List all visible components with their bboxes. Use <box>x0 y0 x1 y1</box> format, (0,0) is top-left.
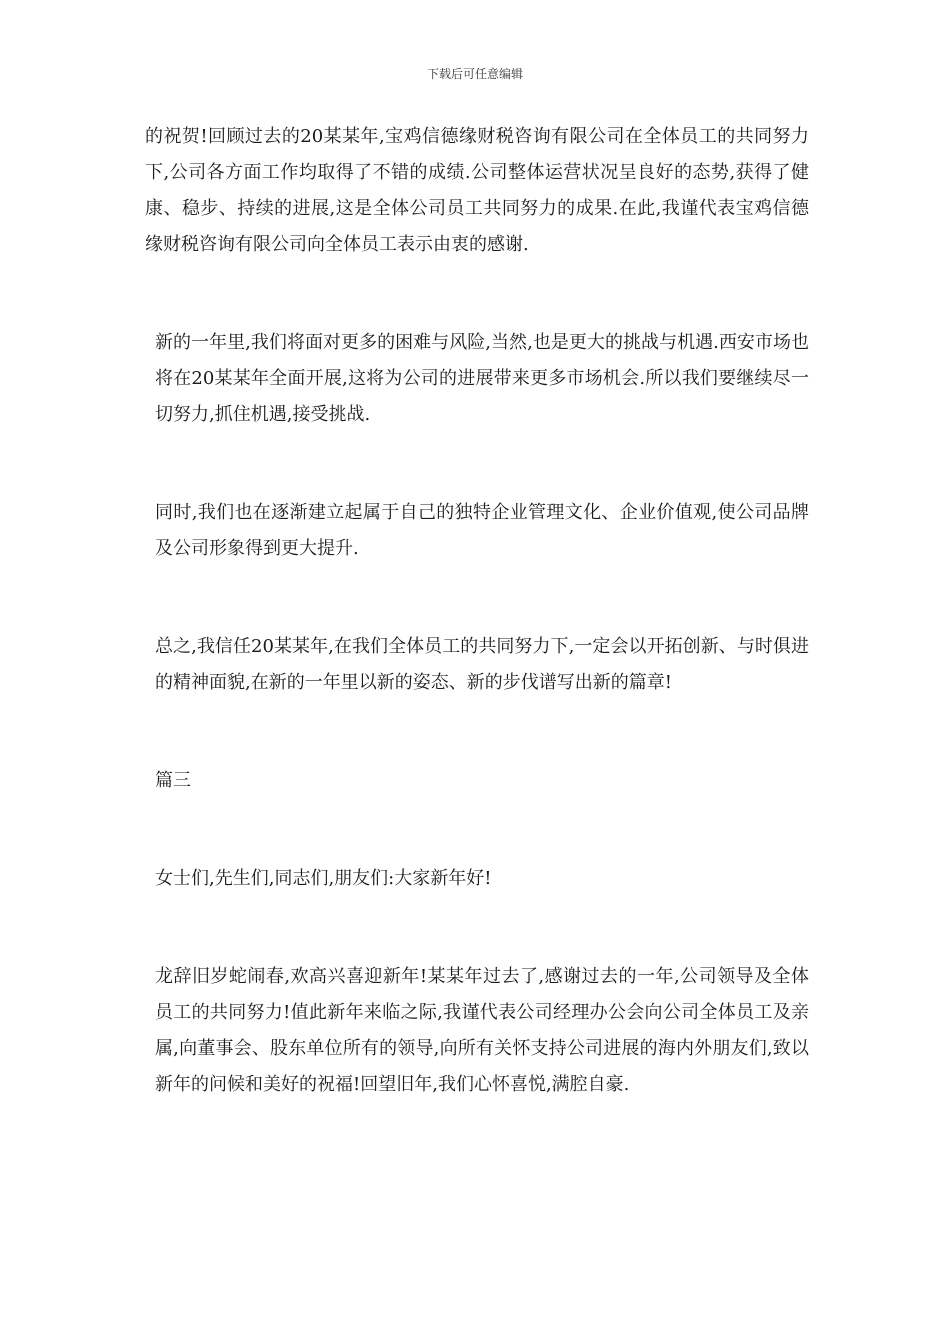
paragraph-corporate-culture: 同时,我们也在逐渐建立起属于自己的独特企业管理文化、企业价值观,使公司品牌及公司形象得到更大提升. <box>155 502 809 559</box>
paragraph-new-year-wishes: 龙辞旧岁蛇闹春,欢高兴喜迎新年!某某年过去了,感谢过去的一年,公司领导及全体员工的共同努力!值此新年来临之际,我谨代表公司经理办公会向公司全体员工及亲属,向董事会、股东单位所有的领导,向所有关怀支持公司进展的海内外朋友们,致以新年的问候和美好的祝福!回望旧年,我们心怀喜悦,满腔自豪. <box>155 966 809 1095</box>
document-body <box>145 119 809 1103</box>
paragraph-greeting: 女士们,先生们,同志们,朋友们:大家新年好! <box>155 868 492 889</box>
page-header-note: 下载后可任意编辑 <box>426 67 523 81</box>
paragraph-conclusion: 总之,我信任20某某年,在我们全体员工的共同努力下,一定会以开拓创新、与时俱进的精神面貌,在新的一年里以新的姿态、新的步伐谱写出新的篇章! <box>155 636 809 693</box>
section-heading: 篇三 <box>155 770 191 791</box>
paragraph-thanks: 的祝贺!回顾过去的20某某年,宝鸡信德缘财税咨询有限公司在全体员工的共同努力下,公司各方面工作均取得了不错的成绩.公司整体运营状况呈良好的态势,获得了健康、稳步、持续的进展,这是全体公司员工共同努力的成果.在此,我谨代表宝鸡信德缘财税咨询有限公司向全体员工表示由衷的感谢. <box>145 126 809 255</box>
paragraph-new-year-challenges: 新的一年里,我们将面对更多的困难与风险,当然,也是更大的挑战与机遇.西安市场也将在20某某年全面开展,这将为公司的进展带来更多市场机会.所以我们要继续尽一切努力,抓住机遇,接受挑战. <box>155 332 809 425</box>
